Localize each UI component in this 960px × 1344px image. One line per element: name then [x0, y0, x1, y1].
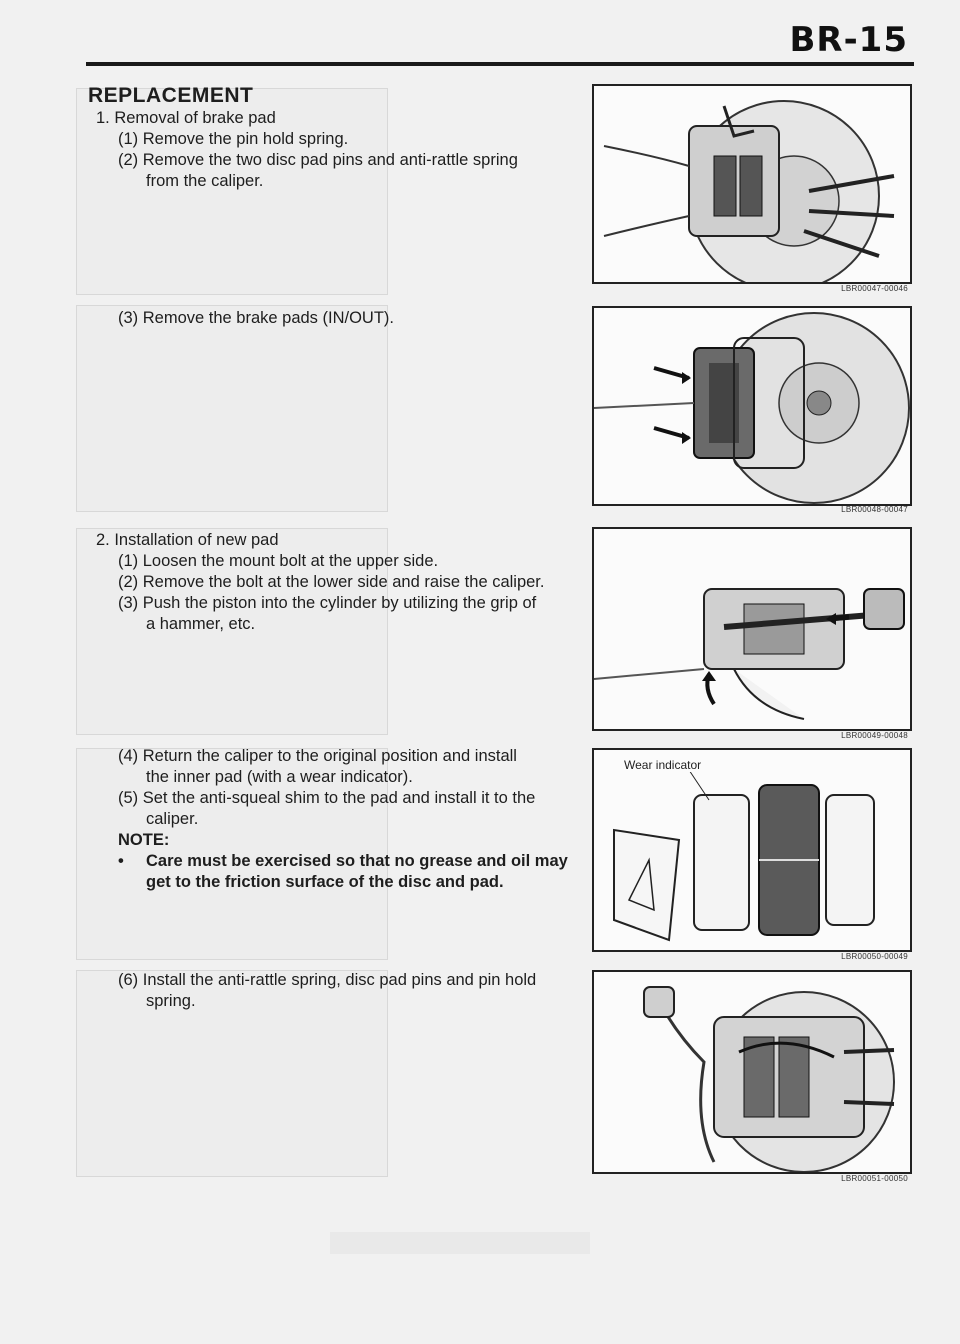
- step2-sub4: (4) Return the caliper to the original position and install: [118, 747, 517, 765]
- step1-sub2-cont: from the caliper.: [146, 172, 264, 190]
- step1-sub1: (1) Remove the pin hold spring.: [118, 130, 349, 148]
- step2-sub5-cont: caliper.: [146, 810, 199, 828]
- bleed-through-footer: [330, 1232, 590, 1254]
- step2-sub3-cont: a hammer, etc.: [146, 615, 256, 633]
- step2-sub3: (3) Push the piston into the cylinder by utilizing the grip of: [118, 594, 537, 612]
- step2-sub2: (2) Remove the bolt at the lower side and raise the caliper.: [118, 573, 545, 591]
- step2-sub6-cont: spring.: [146, 992, 196, 1010]
- step2-block: [96, 530, 581, 635]
- step1-sub2: (2) Remove the two disc pad pins and anti-rattle spring: [118, 151, 518, 169]
- step1-title: 1. Removal of brake pad: [96, 109, 276, 127]
- note-label: NOTE:: [118, 831, 170, 849]
- figure-piston-push: [592, 527, 912, 731]
- note-text-cont: get to the friction surface of the disc and pad.: [146, 873, 504, 891]
- spring-install-illustration: [594, 972, 910, 1172]
- piston-push-illustration: [594, 529, 910, 729]
- step2-sub5: (5) Set the anti-squeal shim to the pad and install it to the: [118, 789, 536, 807]
- step2-sub6-block: [96, 970, 581, 1012]
- figure-anti-rattle-spring: [592, 970, 912, 1174]
- page-code: BR-15: [789, 20, 908, 60]
- figure-wear-indicator: [592, 748, 912, 952]
- caliper-illustration: [594, 86, 910, 282]
- step2-sub1: (1) Loosen the mount bolt at the upper side.: [118, 552, 439, 570]
- step1-sub3-block: [96, 308, 581, 329]
- section-heading: REPLACEMENT: [88, 84, 254, 107]
- note-text: Care must be exercised so that no grease and oil may: [146, 852, 568, 870]
- bleed-through-frame: [76, 305, 388, 512]
- figure-code: LBR00048-00047: [841, 505, 908, 514]
- figure-caliper-pin-removal: [592, 84, 912, 284]
- figure-code: LBR00050-00049: [841, 952, 908, 961]
- brake-pad-illustration: [594, 308, 910, 504]
- step2-title: 2. Installation of new pad: [96, 531, 279, 549]
- step2-sub6: (6) Install the anti-rattle spring, disc pad pins and pin hold: [118, 971, 537, 989]
- figure-code: LBR00051-00050: [841, 1174, 908, 1183]
- step2-install-block: [96, 746, 581, 893]
- wear-indicator-label: Wear indicator: [624, 758, 702, 772]
- figure-code: LBR00049-00048: [841, 731, 908, 740]
- pad-set-illustration: [594, 750, 910, 950]
- note-bullet: [96, 851, 581, 872]
- step2-sub4-cont: the inner pad (with a wear indicator).: [146, 768, 413, 786]
- figure-code: LBR00047-00046: [841, 284, 908, 293]
- step1-block: [96, 108, 581, 192]
- step1-sub3: (3) Remove the brake pads (IN/OUT).: [118, 309, 395, 327]
- figure-brake-pads-removal: [592, 306, 912, 506]
- header-rule: [86, 62, 914, 66]
- bullet-dot: •: [118, 852, 124, 870]
